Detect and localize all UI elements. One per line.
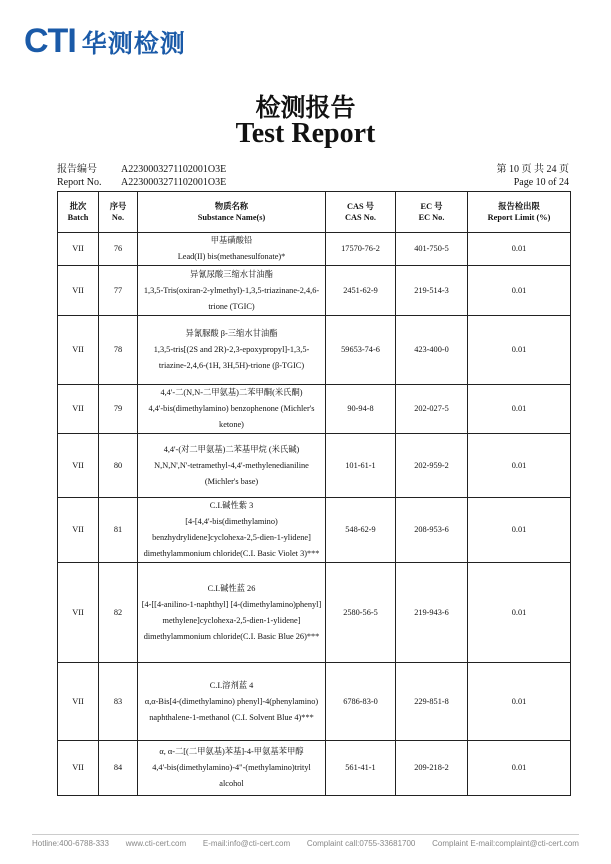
column-header-en: Substance Name(s) — [197, 213, 266, 222]
substance-name-en: 1,3,5-tris[(2S and 2R)-2,3-epoxypropyl]-1,3,5-triazine-2,4,6-(1H, 3H,5H)-trione (β-TGIC) — [153, 345, 310, 370]
limit-cell: 0.01 — [468, 385, 571, 434]
substance-name-en: [4-[[4-anilino-1-naphthyl] [4-(dimethylamino)phenyl] methylene]cyclohexa-2,5-dien-1-ylidene] dimethylammonium chloride(C.I. Basic Blue 26)*** — [141, 599, 322, 641]
footer-website[interactable]: www.cti-cert.com — [125, 839, 187, 848]
table-row — [58, 563, 571, 663]
substance-cell — [138, 266, 326, 316]
substance-cell — [138, 316, 326, 385]
batch-cell: VII — [58, 266, 99, 316]
table-row — [58, 385, 571, 434]
batch-cell: VII — [58, 498, 99, 563]
report-label-en: Report No. — [57, 177, 102, 188]
substance-cell — [138, 741, 326, 796]
page-number — [497, 163, 570, 189]
cti-logo — [24, 22, 186, 61]
column-header-en: No. — [111, 213, 125, 222]
limit-cell: 0.01 — [468, 316, 571, 385]
limit-cell: 0.01 — [468, 266, 571, 316]
page-cn: 第 10 页 共 24 页 — [496, 164, 569, 175]
substance-cell — [138, 385, 326, 434]
column-header-en: EC No. — [418, 213, 445, 222]
logo-brand: CTI — [24, 22, 76, 60]
cas-cell: 90-94-8 — [326, 385, 396, 434]
cas-cell: 59653-74-6 — [326, 316, 396, 385]
batch-cell: VII — [58, 385, 99, 434]
column-header — [138, 192, 326, 233]
title-cn: 检测报告 — [255, 93, 356, 122]
column-header-cn: 报告检出限 — [498, 202, 540, 211]
cas-cell: 561-41-1 — [326, 741, 396, 796]
report-number-value: A2230003271102001O3E — [121, 164, 227, 175]
footer-complaint-email[interactable]: Complaint E-mail:complaint@cti-cert.com — [432, 839, 579, 848]
table-row — [58, 266, 571, 316]
no-cell: 83 — [99, 663, 138, 741]
table-row — [58, 233, 571, 266]
cas-cell: 2580-56-5 — [326, 563, 396, 663]
table-row — [58, 498, 571, 563]
ec-cell: 209-218-2 — [396, 741, 468, 796]
no-cell: 79 — [99, 385, 138, 434]
ec-cell: 202-959-2 — [396, 434, 468, 498]
no-cell: 82 — [99, 563, 138, 663]
no-cell: 76 — [99, 233, 138, 266]
footer — [32, 839, 579, 848]
batch-cell: VII — [58, 663, 99, 741]
ec-cell: 219-514-3 — [396, 266, 468, 316]
substance-name-en: [4-[4,4'-bis(dimethylamino) benzhydrylidene]cyclohexa-2,5-dien-1-ylidene] dimethylammonium chloride(C.I. Basic Violet 3)*** — [143, 517, 320, 558]
column-header-en: Report Limit (%) — [487, 213, 551, 222]
column-header — [326, 192, 396, 233]
substance-name-cn: 甲基磺酸铅 — [210, 236, 253, 245]
column-header-cn: CAS 号 — [347, 202, 374, 211]
substance-name-cn: 4,4'-(对二甲氨基)二苯基甲烷 (米氏碱) — [163, 444, 300, 454]
column-header — [99, 192, 138, 233]
substance-name-en: 4,4'-bis(dimethylamino)-4"-(methylamino)trityl alcohol — [152, 763, 311, 788]
limit-cell: 0.01 — [468, 741, 571, 796]
column-header-cn: 物质名称 — [214, 202, 249, 211]
cas-cell: 17570-76-2 — [326, 233, 396, 266]
ec-cell: 219-943-6 — [396, 563, 468, 663]
ec-cell: 202-027-5 — [396, 385, 468, 434]
cas-cell: 101-61-1 — [326, 434, 396, 498]
substance-cell — [138, 434, 326, 498]
limit-cell: 0.01 — [468, 233, 571, 266]
substance-name-en: N,N,N',N'-tetramethyl-4,4'-methylenedianiline (Michler's base) — [154, 460, 309, 486]
column-header — [58, 192, 99, 233]
cas-cell: 548-62-9 — [326, 498, 396, 563]
no-cell: 84 — [99, 741, 138, 796]
substance-cell — [138, 498, 326, 563]
batch-cell: VII — [58, 316, 99, 385]
limit-cell: 0.01 — [468, 663, 571, 741]
table-header — [58, 192, 571, 233]
no-cell: 77 — [99, 266, 138, 316]
no-cell: 81 — [99, 498, 138, 563]
batch-cell: VII — [58, 563, 99, 663]
substance-name-cn: 异氰尿酸三缩水甘油酯 — [190, 269, 273, 279]
substance-name-en: Lead(II) bis(methanesulfonate)* — [177, 252, 286, 261]
substance-table — [57, 191, 571, 796]
report-label-cn: 报告编号 — [57, 164, 97, 175]
substance-name-cn: α, α-二[(二甲氨基)苯基]-4-甲氨基苯甲醇 — [159, 747, 304, 756]
footer-complaint-call: Complaint call:0755-33681700 — [306, 839, 416, 848]
ec-cell: 229-851-8 — [396, 663, 468, 741]
substance-name-cn: 异氰脲酸 β-三缩水甘油酯 — [185, 329, 278, 338]
batch-cell: VII — [58, 741, 99, 796]
column-header-en: Batch — [67, 213, 89, 222]
batch-cell: VII — [58, 434, 99, 498]
title-en: Test Report — [235, 118, 376, 149]
ec-cell: 208-953-6 — [396, 498, 468, 563]
limit-cell: 0.01 — [468, 498, 571, 563]
table-row — [58, 663, 571, 741]
column-header-cn: EC 号 — [420, 202, 443, 211]
ec-cell: 401-750-5 — [396, 233, 468, 266]
cas-cell: 2451-62-9 — [326, 266, 396, 316]
column-header-en: CAS No. — [345, 213, 376, 222]
substance-cell — [138, 663, 326, 741]
batch-cell: VII — [58, 233, 99, 266]
footer-email[interactable]: E-mail:info@cti-cert.com — [202, 839, 291, 848]
report-number — [57, 163, 226, 189]
ec-cell: 423-400-0 — [396, 316, 468, 385]
report-number-value-en: A2230003271102001O3E — [121, 177, 227, 188]
substance-name-cn: C.I.溶剂蓝 4 — [209, 680, 254, 690]
substance-name-cn: C.I.碱性蓝 26 — [207, 583, 256, 593]
table-row — [58, 316, 571, 385]
substance-name-en: 4,4'-bis(dimethylamino) benzophenone (Michler's ketone) — [148, 404, 315, 429]
table-row — [58, 741, 571, 796]
column-header-cn: 序号 — [109, 202, 127, 211]
substance-name-cn: C.I.碱性紫 3 — [209, 501, 254, 510]
limit-cell: 0.01 — [468, 434, 571, 498]
page-en: Page 10 of 24 — [513, 177, 569, 188]
footer-divider — [32, 834, 579, 835]
substance-name-cn: 4,4'-二(N,N-二甲氨基)二苯甲酮(米氏酮) — [160, 388, 303, 397]
cas-cell: 6786-83-0 — [326, 663, 396, 741]
no-cell: 78 — [99, 316, 138, 385]
substance-name-en: 1,3,5-Tris(oxiran-2-ylmethyl)-1,3,5-triazinane-2,4,6-trione (TGIC) — [143, 285, 320, 311]
substance-cell — [138, 563, 326, 663]
column-header-cn: 批次 — [69, 202, 87, 211]
substance-cell — [138, 233, 326, 266]
column-header — [468, 192, 571, 233]
no-cell: 80 — [99, 434, 138, 498]
column-header — [396, 192, 468, 233]
table-row — [58, 434, 571, 498]
logo-name-cn: 华测检测 — [81, 28, 186, 58]
footer-hotline: Hotline:400-6788-333 — [32, 839, 109, 848]
substance-name-en: α,α-Bis[4-(dimethylamino) phenyl]-4(phenylamino) naphthalene-1-methanol (C.I. Solvent Blue 4)*** — [144, 696, 319, 722]
limit-cell: 0.01 — [468, 563, 571, 663]
